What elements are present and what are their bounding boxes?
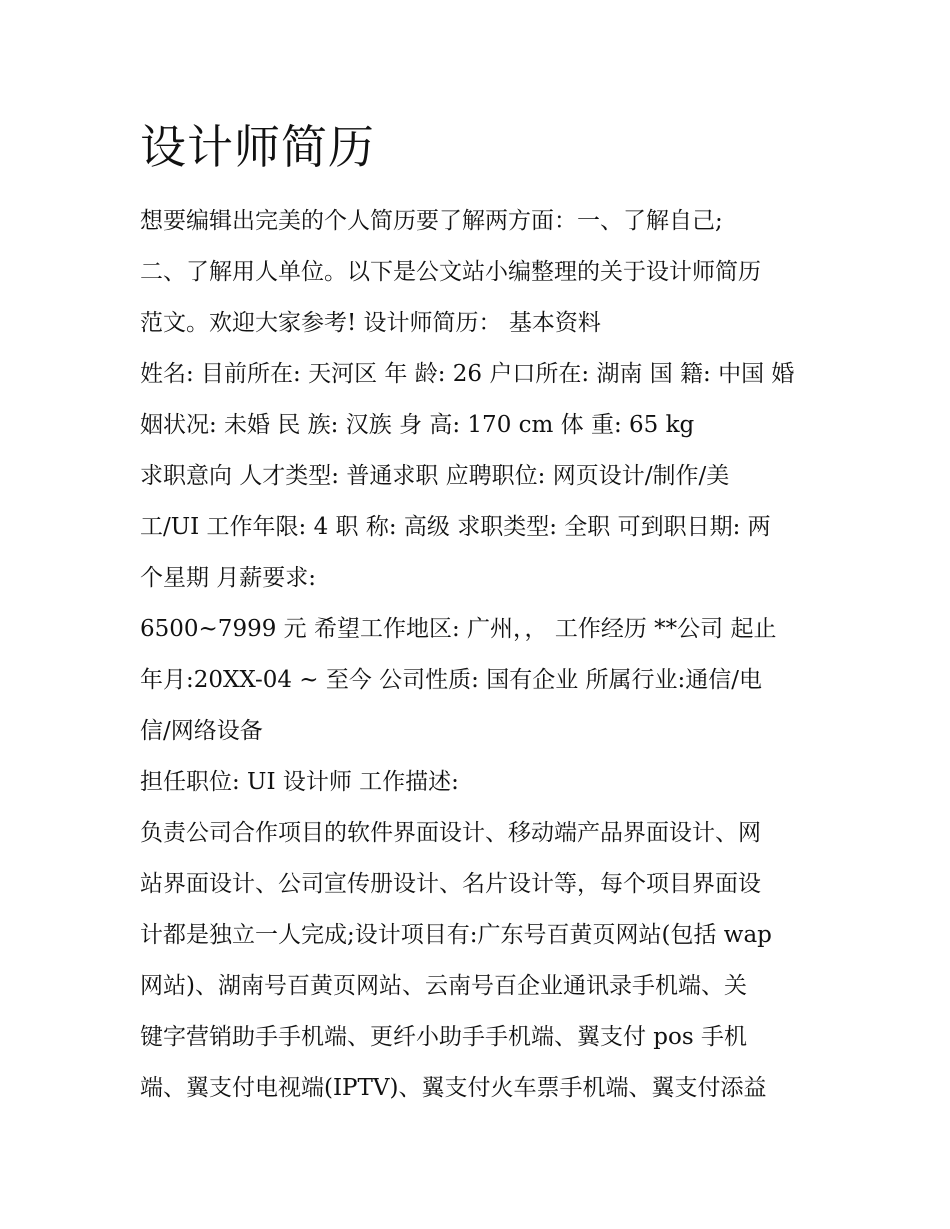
text-line: 负责公司合作项目的软件界面设计、移动端产品界面设计、网	[140, 820, 761, 846]
text-line: 范文。欢迎大家参考! 设计师简历： 基本资料	[140, 310, 601, 336]
text-line: 想要编辑出完美的个人简历要了解两方面：一、了解自己;	[140, 208, 723, 234]
document-body	[140, 196, 820, 1114]
text-line: 二、了解用人单位。以下是公文站小编整理的关于设计师简历	[140, 259, 761, 285]
text-line: 姻状况: 未婚 民 族: 汉族 身 高: 170 cm 体 重: 65 kg	[140, 412, 695, 438]
text-line: 站界面设计、公司宣传册设计、名片设计等，每个项目界面设	[140, 871, 761, 897]
text-line: 担任职位: UI 设计师 工作描述:	[140, 769, 459, 795]
text-line: 6500~7999 元 希望工作地区: 广州，， 工作经历 **公司 起止	[140, 616, 777, 642]
text-line: 端、翼支付电视端(IPTV)、翼支付火车票手机端、翼支付添益	[140, 1075, 767, 1101]
text-line: 个星期 月薪要求:	[140, 565, 317, 591]
text-line: 信/网络设备	[140, 718, 263, 744]
text-line: 年月:20XX-04 ~ 至今 公司性质: 国有企业 所属行业:通信/电	[140, 667, 763, 693]
text-line: 姓名: 目前所在: 天河区 年 龄: 26 户口所在: 湖南 国 籍: 中国 婚	[140, 361, 795, 387]
text-line: 网站)、湖南号百黄页网站、云南号百企业通讯录手机端、关	[140, 973, 747, 999]
text-line: 求职意向 人才类型: 普通求职 应聘职位: 网页设计/制作/美	[140, 463, 730, 489]
text-line: 计都是独立一人完成;设计项目有:广东号百黄页网站(包括 wap	[140, 922, 772, 948]
text-line: 工/UI 工作年限: 4 职 称: 高级 求职类型: 全职 可到职日期: 两	[140, 514, 771, 540]
document-title: 设计师简历	[140, 120, 375, 174]
text-line: 键字营销助手手机端、更纤小助手手机端、翼支付 pos 手机	[140, 1024, 747, 1050]
